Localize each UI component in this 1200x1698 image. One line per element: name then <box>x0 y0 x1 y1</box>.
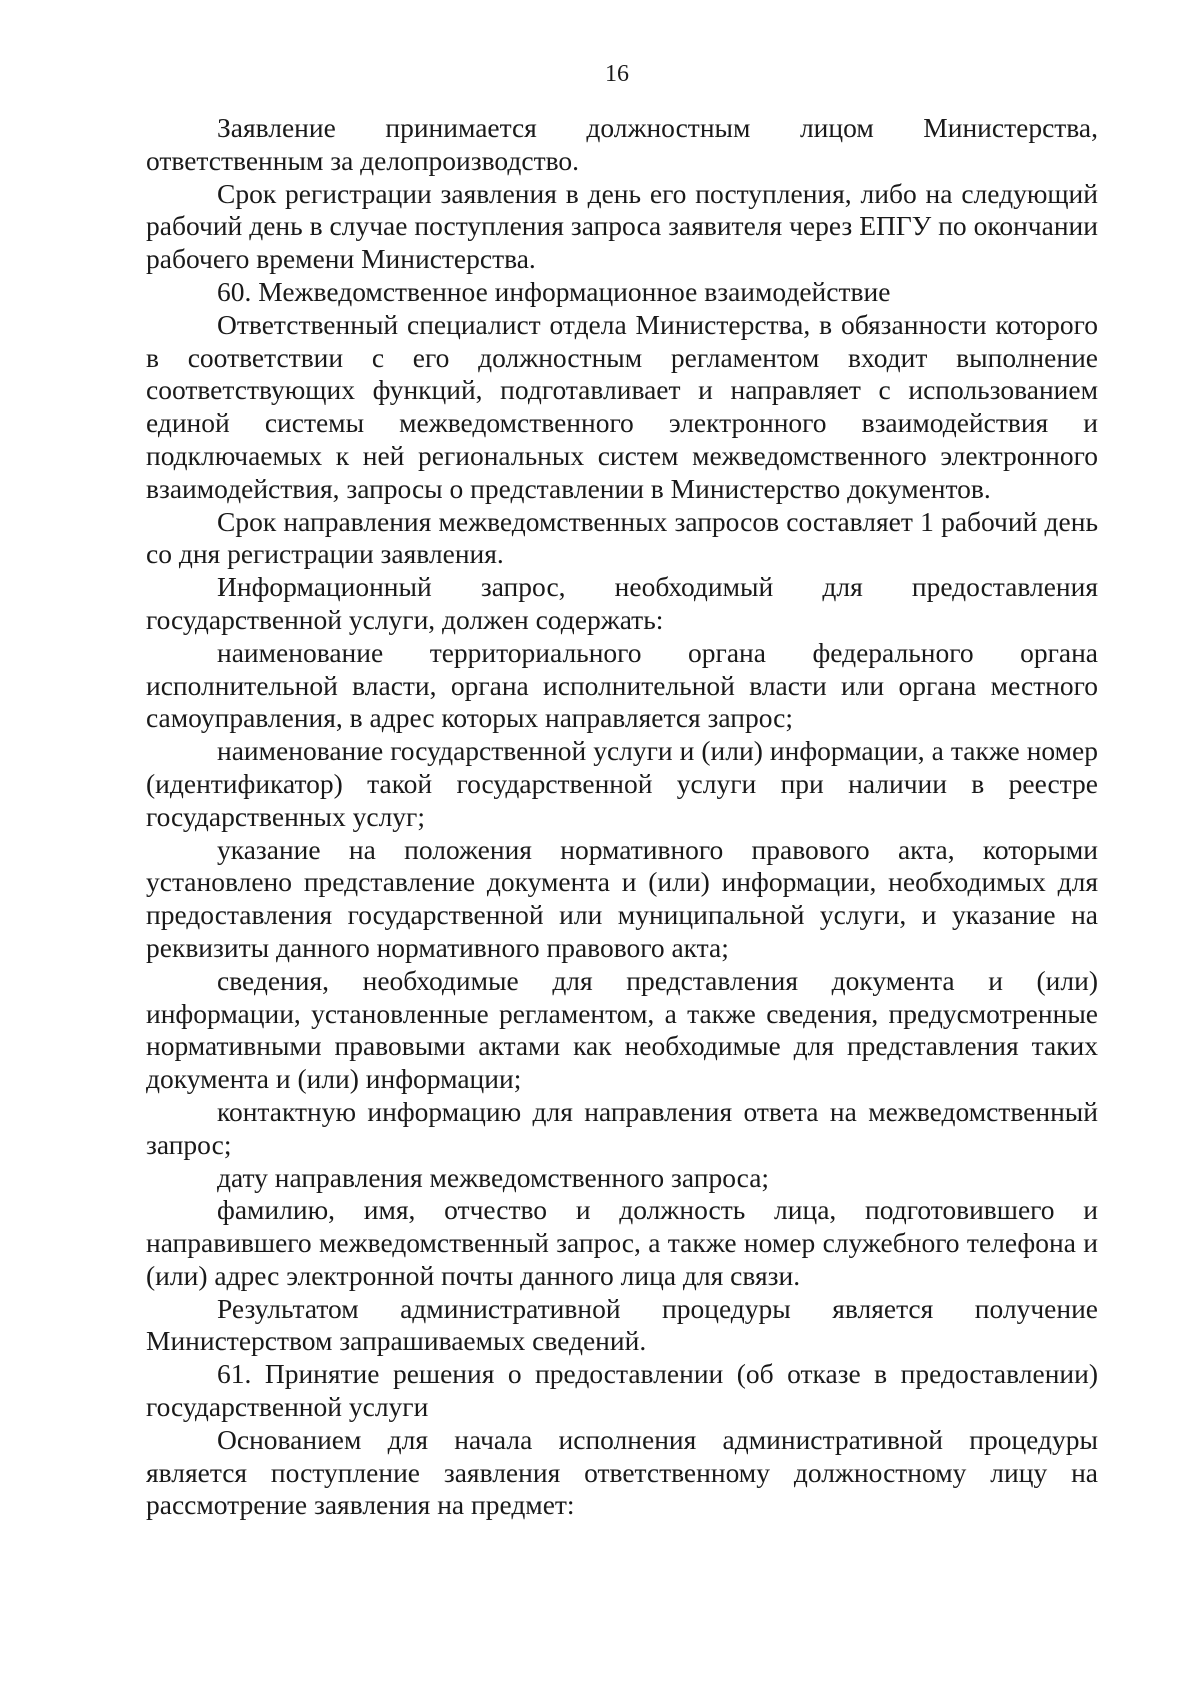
paragraph-request-term: Срок направления межведомственных запросов составляет 1 рабочий день со дня регистрации заявления. <box>146 505 1098 570</box>
list-item-contact-info: контактную информацию для направления ответа на межведомственный запрос; <box>146 1095 1098 1160</box>
paragraph-request-contents: Информационный запрос, необходимый для предоставления государственной услуги, должен содержать: <box>146 571 1098 635</box>
list-item-request-date: дату направления межведомственного запроса; <box>217 1161 770 1193</box>
paragraph-application-acceptance: Заявление принимается должностным лицом Министерства, ответственным за делопроизводство. <box>146 112 1098 176</box>
paragraph-procedure-basis: Основанием для начала исполнения административной процедуры является поступление заявления ответственному должностному лицу на рассмотрение заявления на предмет: <box>146 1423 1098 1521</box>
paragraph-responsible-specialist: Ответственный специалист отдела Министерства, в обязанности которого в соответствии с его должностным регламентом входит выполнение соответствующих функций, подготавливает и направляет с использованием единой системы межведомственного электронного взаимодействия и подключаемых к ней региональных систем межведомственного электронного взаимодействия, запросы о представлении в Министерство документов. <box>146 308 1098 504</box>
list-item-service-name: наименование государственной услуги и (или) информации, а также номер (идентификатор) такой государственной услуги при наличии в реестре государственных услуг; <box>146 735 1098 832</box>
list-item-authority-name: наименование территориального органа федерального органа исполнительной власти, органа исполнительной власти или органа местного самоуправления, в адрес которых направляется запрос; <box>146 636 1098 734</box>
paragraph-procedure-result: Результатом административной процедуры является получение Министерством запрашиваемых сведений. <box>146 1292 1098 1357</box>
list-item-legal-act: указание на положения нормативного правового акта, которыми установлено представление документа и (или) информации, необходимых для предоставления государственной или муниципальной услуги, и указание на реквизиты данного нормативного правового акта; <box>146 833 1098 963</box>
document-body <box>146 112 1098 1522</box>
paragraph-registration-term: Срок регистрации заявления в день его поступления, либо на следующий рабочий день в случае поступления запроса заявителя через ЕПГУ по окончании рабочего времени Министерства. <box>146 177 1098 275</box>
list-item-sender-details: фамилию, имя, отчество и должность лица, подготовившего и направившего межведомственный запрос, а также номер служебного телефона и (или) адрес электронной почты данного лица для связи. <box>146 1194 1098 1291</box>
section-heading-60: 60. Межведомственное информационное взаимодействие <box>217 275 891 307</box>
section-heading-61: 61. Принятие решения о предоставлении (об отказе в предоставлении) государственной услуги <box>146 1358 1098 1423</box>
list-item-required-info: сведения, необходимые для представления документа и (или) информации, установленные регламентом, а также сведения, предусмотренные нормативными правовыми актами как необходимые для представления таких документа и (или) информации; <box>146 964 1098 1095</box>
page-number: 16 <box>605 61 629 87</box>
